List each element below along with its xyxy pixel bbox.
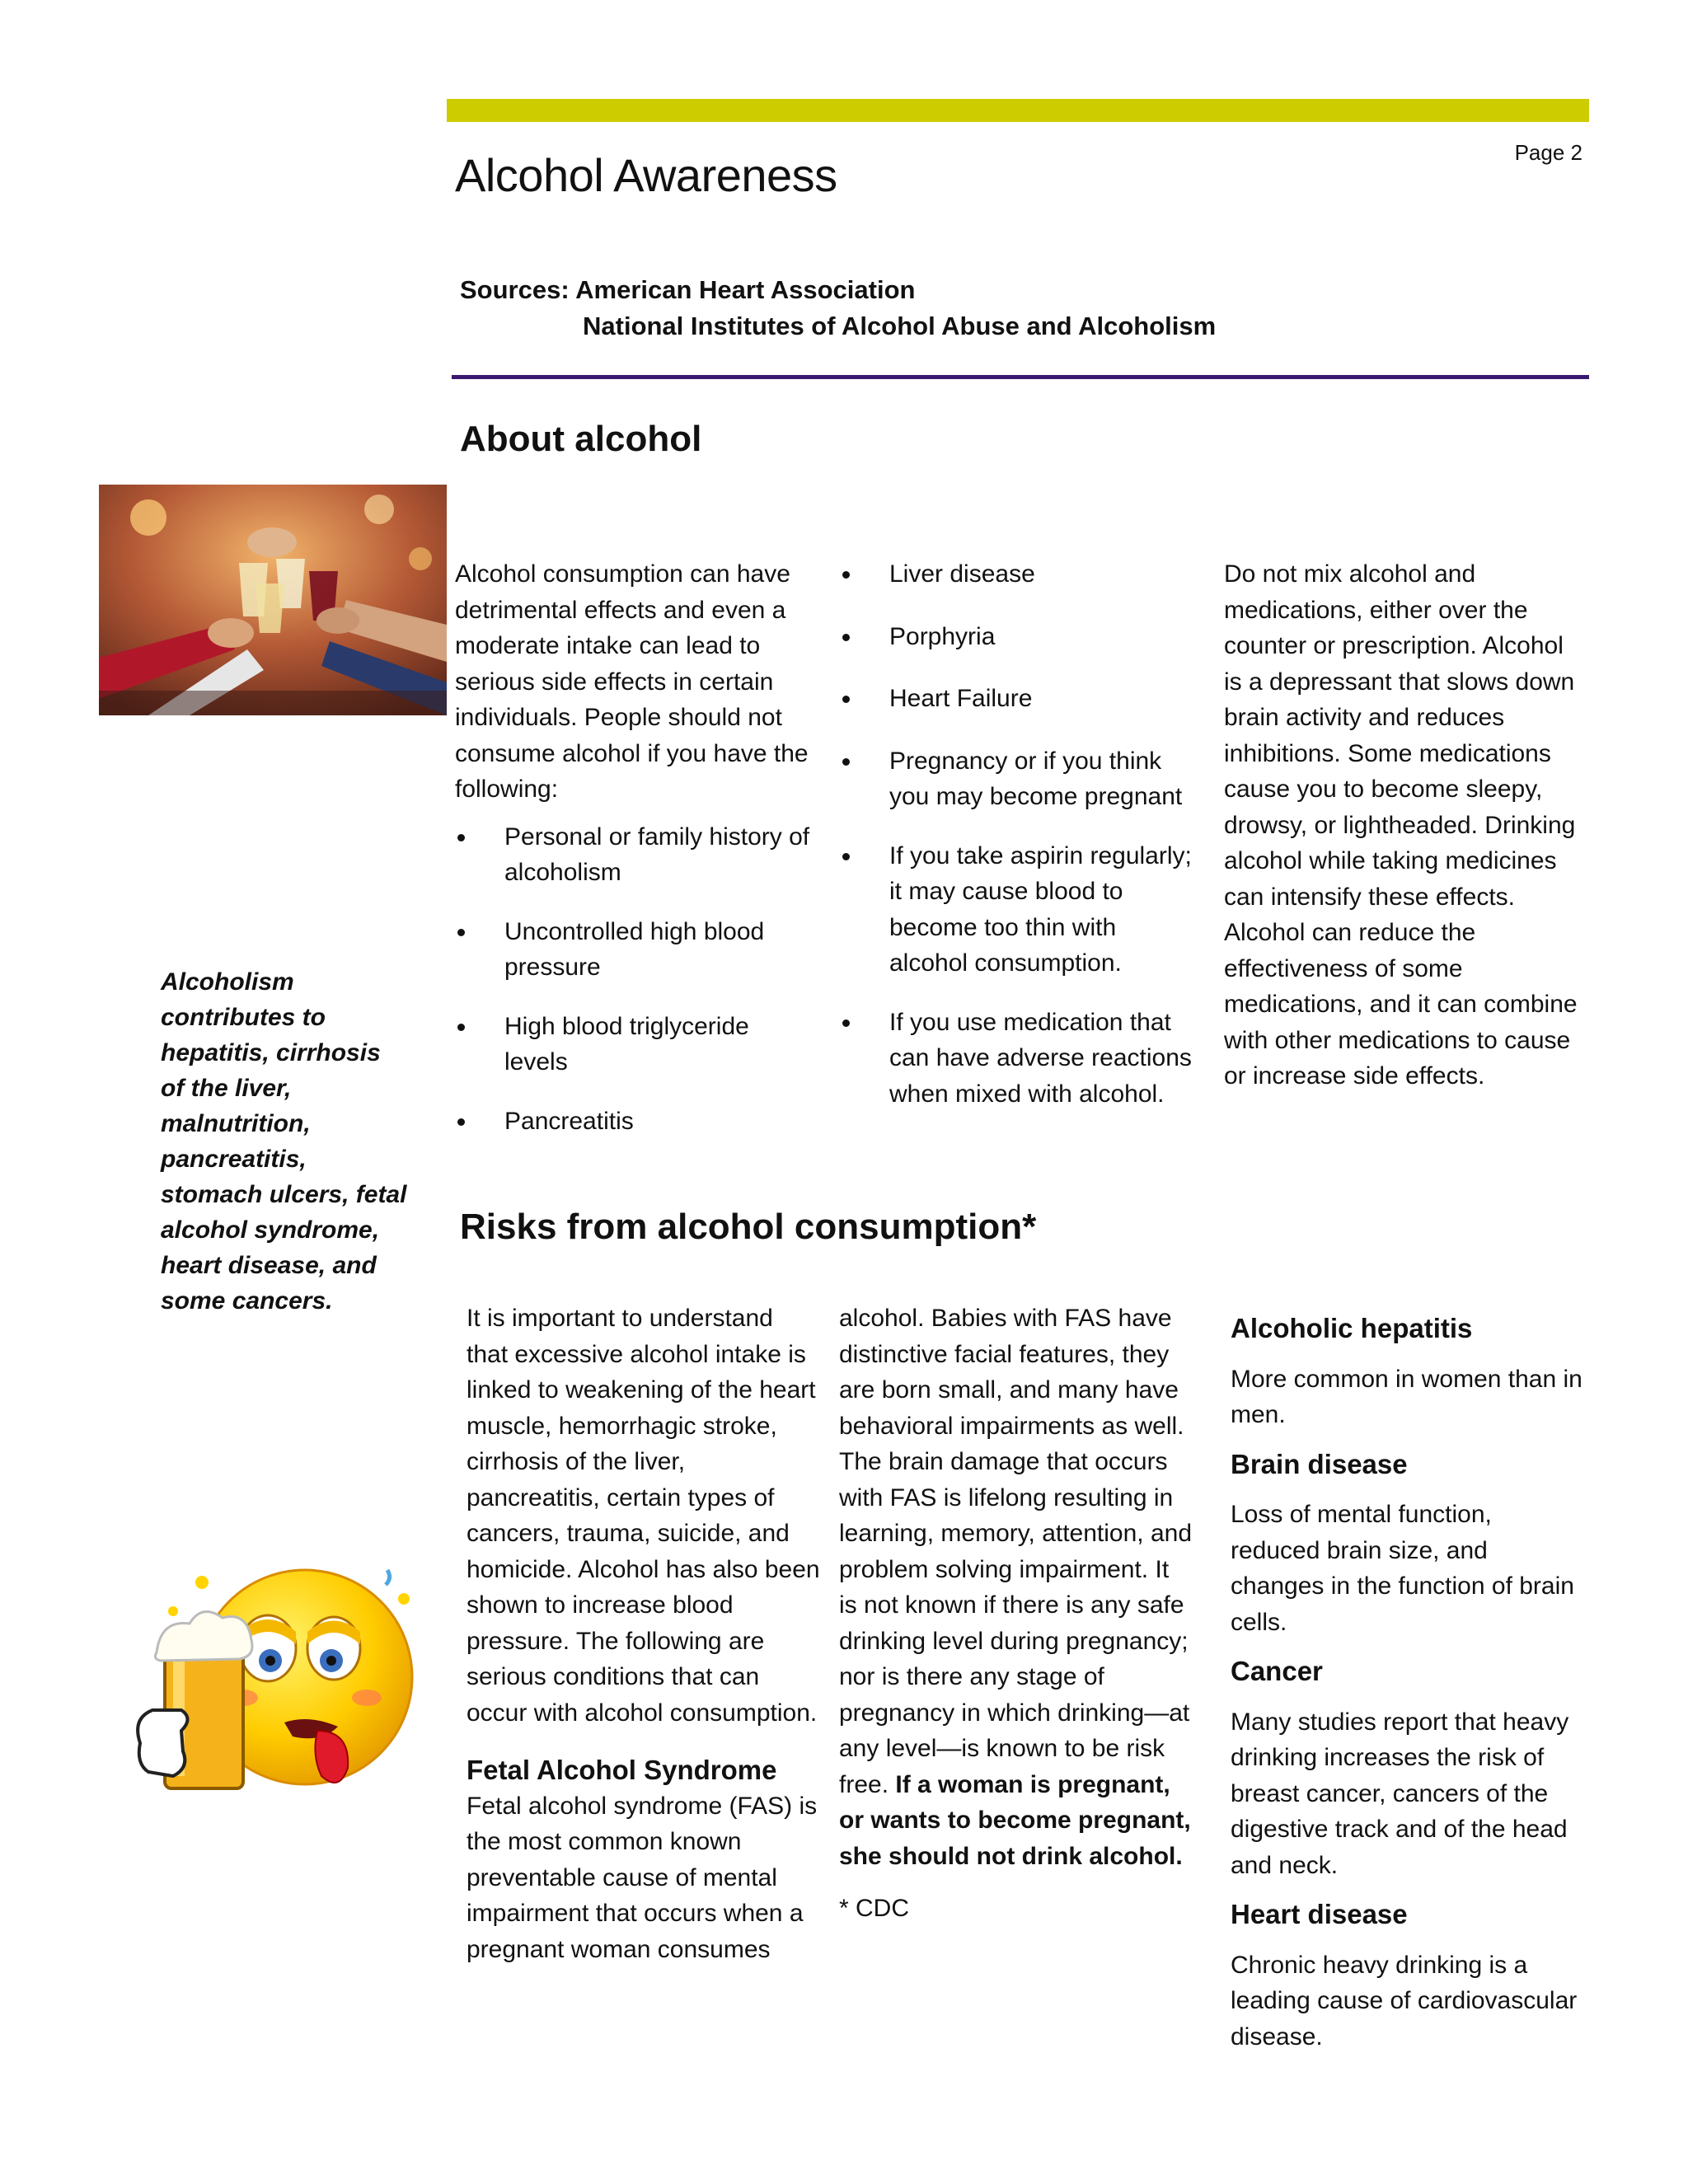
list-item: Heart Failure — [840, 681, 1194, 717]
list-item: Porphyria — [840, 619, 1194, 655]
risks-intro: It is important to understand that excessive alcohol intake is linked to weakening of the heart muscle, hemorrhagic stroke, cirrhosis of the liver, pancreatitis, certain types of cancers, trauma, suicide, and homicide. Alcohol has also been shown to increase blood pressure. The following are serious conditions that can occur with alcohol consumption. — [467, 1305, 820, 1727]
sources-block — [460, 272, 1216, 344]
about-column-1 — [455, 556, 811, 1139]
fas-heading: Fetal Alcohol Syndrome — [467, 1755, 777, 1785]
condition-title: Cancer — [1231, 1656, 1323, 1686]
page-number: Page 2 — [1514, 140, 1582, 165]
risks-heading: Risks from alcohol consumption* — [460, 1207, 1037, 1247]
fas-continued-text: alcohol. Babies with FAS have distinctive facial features, they are born small, and many have behavioral impairments as well. The brain damage that occurs with FAS is lifelong resulting in learning, memory, attention, and problem solving impairment. It is not known if there is any safe drinking level during pregnancy; nor is there any stage of pregnancy in which drinking—at any level—is known to be risk free. — [839, 1305, 1193, 1798]
list-item: If you take aspirin regularly; it may cause blood to become too thin with alcohol consumption. — [840, 838, 1194, 982]
condition-text: Chronic heavy drinking is a leading cause of cardiovascular disease. — [1231, 1951, 1578, 2050]
list-item: Pregnancy or if you think you may become pregnant — [840, 743, 1194, 815]
header-divider — [452, 375, 1589, 379]
about-list-1 — [455, 819, 811, 1140]
header-accent-bar — [447, 99, 1589, 122]
list-item: Personal or family history of alcoholism — [455, 819, 811, 891]
about-column-3: Do not mix alcohol and medications, either over the counter or prescription. Alcohol is a depressant that slows down brain activity and reduces inhibitions. Some medications cause you to become sleepy, drowsy, or lightheaded. Drinking alcohol while taking medicines can intensify these effects. Alcohol can reduce the effectiveness of some medications, and it can combine with other medications to cause or increase side effects. — [1224, 560, 1578, 1090]
list-item: Liver disease — [840, 556, 1194, 593]
condition-text: Many studies report that heavy drinking increases the risk of breast cancer, cancers of the digestive track and of the head and neck. — [1231, 1708, 1569, 1879]
list-item: High blood triglyceride levels — [455, 1009, 811, 1080]
condition-title: Alcoholic hepatitis — [1231, 1313, 1473, 1343]
about-heading: About alcohol — [460, 419, 702, 459]
condition-title: Heart disease — [1231, 1899, 1408, 1929]
list-item: Uncontrolled high blood pressure — [455, 914, 811, 986]
about-list-2 — [840, 556, 1194, 1112]
sources-line-1: Sources: American Heart Association — [460, 275, 916, 304]
risks-column-2 — [839, 1301, 1193, 1927]
footnote: * CDC — [839, 1895, 910, 1922]
list-item: If you use medication that can have adverse reactions when mixed with alcohol. — [840, 1005, 1194, 1113]
condition-text: Loss of mental function, reduced brain size, and changes in the function of brain cells. — [1231, 1501, 1574, 1636]
condition-text: More common in women than in men. — [1231, 1365, 1582, 1428]
drunk-emoji-illustration — [124, 1554, 429, 1825]
sources-line-2: National Institutes of Alcohol Abuse and Alcoholism — [583, 312, 1217, 340]
list-item: Pancreatitis — [455, 1104, 811, 1140]
risks-column-3 — [1231, 1310, 1585, 2055]
condition-title: Brain disease — [1231, 1448, 1408, 1479]
risks-column-1 — [467, 1301, 821, 1967]
pregnancy-warning: If a woman is pregnant, or wants to become pregnant, she should not drink alcohol. — [839, 1770, 1191, 1870]
page-title: Alcohol Awareness — [455, 149, 837, 201]
toast-photo — [99, 485, 447, 715]
about-column-2 — [840, 556, 1194, 1112]
sidebar-pull-quote: Alcoholism contributes to hepatitis, cirrhosis of the liver, malnutrition, pancreatitis, stomach ulcers, fetal alcohol syndrome, heart disease, and some cancers. — [161, 968, 407, 1315]
about-intro: Alcohol consumption can have detrimental effects and even a moderate intake can lead to serious side effects in certain individuals. People should not consume alcohol if you have the following: — [455, 560, 809, 803]
fas-text: Fetal alcohol syndrome (FAS) is the most common known preventable cause of mental impairment that occurs when a pregnant woman consumes — [467, 1792, 818, 1963]
